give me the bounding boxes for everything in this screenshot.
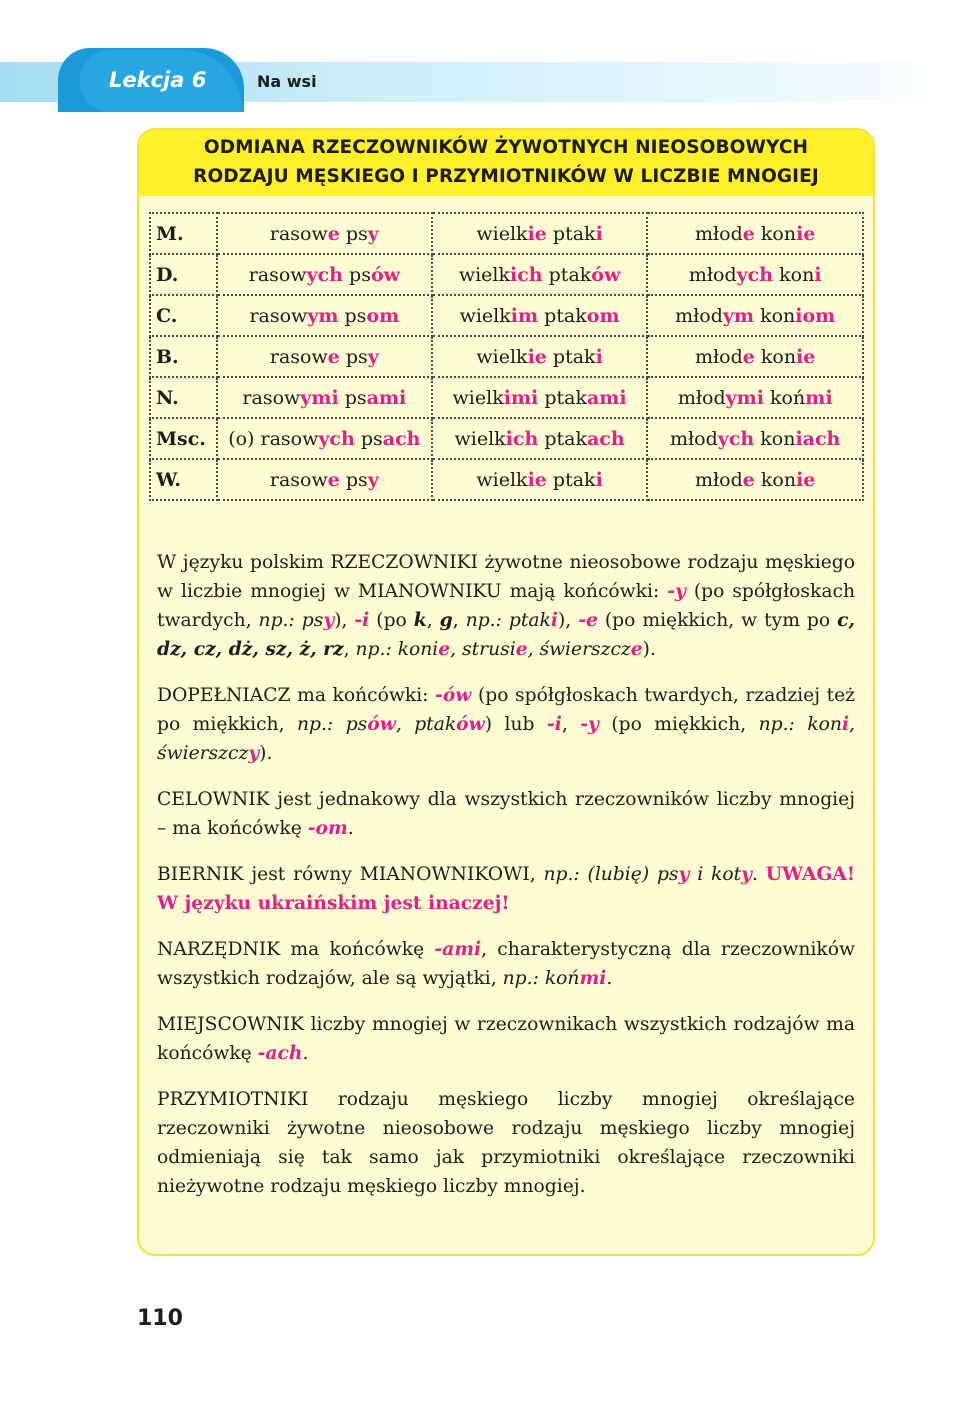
declension-cell xyxy=(432,213,648,254)
text-run: , charakterystyczną dla rzeczowników wszystkich rodzajów, ale są wyjątki, xyxy=(157,939,855,989)
declension-cell xyxy=(432,377,648,418)
text-run: wielk xyxy=(476,345,528,368)
page-number: 110 xyxy=(137,1306,183,1331)
text-run: , świerszcz xyxy=(527,639,631,660)
text-run: , xyxy=(426,610,440,631)
paragraph xyxy=(157,860,855,918)
case-label: N. xyxy=(150,377,217,418)
text-run: , xyxy=(343,639,356,660)
text-run: ptak xyxy=(546,222,596,245)
declension-cell xyxy=(432,459,648,500)
declension-cell xyxy=(217,295,432,336)
ending-highlight: ymi xyxy=(300,386,339,409)
box-title-line-1: ODMIANA RZECZOWNIKÓW ŻYWOTNYCH NIEOSOBOWYCH xyxy=(203,137,809,158)
ending-highlight: e xyxy=(742,222,755,245)
declension-cell xyxy=(432,295,648,336)
text-run: rasow xyxy=(269,345,328,368)
text-run: rasow xyxy=(249,304,308,327)
text-run: . xyxy=(751,864,766,885)
paragraph xyxy=(157,548,855,664)
ending-highlight: ich xyxy=(510,263,543,286)
ending-highlight: ie xyxy=(796,468,816,491)
text-run: młod xyxy=(694,468,743,491)
text-run: ps xyxy=(339,345,368,368)
ending-highlight: i xyxy=(595,222,603,245)
text-run: kon xyxy=(754,222,797,245)
ending-highlight: om xyxy=(366,304,400,327)
ending-highlight: ów xyxy=(591,263,621,286)
text-run: ps xyxy=(343,263,371,286)
case-label: C. xyxy=(150,295,217,336)
ending-highlight: ach xyxy=(586,427,625,450)
text-run: np.: ps xyxy=(258,610,324,631)
text-run: kon xyxy=(754,304,796,327)
text-run: ptak xyxy=(538,427,587,450)
text-run: ). xyxy=(642,639,656,660)
declension-cell xyxy=(217,213,432,254)
ending-highlight: ych xyxy=(717,427,755,450)
text-run: c, dz, cz, dż, sz, ż, rz xyxy=(157,609,856,660)
ending-highlight: mi xyxy=(805,386,833,409)
ending-highlight: e xyxy=(327,222,340,245)
table-row xyxy=(150,295,863,336)
case-label: M. xyxy=(150,213,217,254)
text-run: , xyxy=(561,714,581,735)
ending-highlight: ie xyxy=(796,345,816,368)
text-run: koń xyxy=(763,386,806,409)
text-run: wielk xyxy=(476,222,528,245)
table-row xyxy=(150,336,863,377)
lesson-label: Lekcja 6 xyxy=(109,68,207,92)
text-run: , xyxy=(452,610,466,631)
declension-cell xyxy=(432,418,648,459)
text-run: kon xyxy=(754,468,797,491)
ending-highlight: ie xyxy=(527,345,547,368)
text-run: ptak xyxy=(542,263,592,286)
text-run: młod xyxy=(675,304,723,327)
text-run: rasow xyxy=(269,468,328,491)
paragraph xyxy=(157,785,855,843)
ending-highlight: ym xyxy=(722,304,755,327)
ending-highlight: ich xyxy=(505,427,539,450)
text-run: kon xyxy=(754,427,796,450)
lesson-title: Na wsi xyxy=(257,72,317,91)
text-run: ps xyxy=(338,386,367,409)
text-run: , świerszcz xyxy=(157,714,855,764)
text-run: i kot xyxy=(689,864,742,885)
text-run: rasow xyxy=(248,263,307,286)
declension-cell xyxy=(647,377,863,418)
ending-highlight: -e xyxy=(578,609,598,631)
ending-highlight: imi xyxy=(503,386,539,409)
declension-cell xyxy=(647,295,863,336)
ending-highlight: -y xyxy=(667,580,686,602)
declension-cell xyxy=(647,213,863,254)
text-run: CELOWNIK jest jednakowy dla wszystkich rzeczowników liczby mnogiej – ma końcówkę xyxy=(157,789,855,839)
text-run: np.: kon xyxy=(758,714,842,735)
text-run: kon xyxy=(754,345,797,368)
ending-highlight: ie xyxy=(796,222,816,245)
grammar-box-header xyxy=(139,130,873,196)
ending-highlight: ych xyxy=(736,263,774,286)
text-run: np.: ptak xyxy=(465,610,551,631)
ending-highlight: ach xyxy=(382,427,421,450)
text-run: młod xyxy=(694,222,743,245)
ending-highlight: i xyxy=(595,345,603,368)
ending-highlight: ie xyxy=(527,222,547,245)
ending-highlight: -om xyxy=(307,817,348,839)
ending-highlight: -ów xyxy=(435,684,472,706)
declension-cell xyxy=(217,336,432,377)
declension-cell xyxy=(647,336,863,377)
text-run: ptak xyxy=(546,468,596,491)
text-run: np.: koń xyxy=(502,968,580,989)
text-run: np.: ps xyxy=(296,714,368,735)
ending-highlight: y xyxy=(248,742,260,764)
ending-highlight: i xyxy=(595,468,603,491)
ending-highlight: om xyxy=(586,304,620,327)
text-run: ptak xyxy=(538,386,587,409)
text-run: MIEJSCOWNIK liczby mnogiej w rzeczownikach wszystkich rodzajów ma końcówkę xyxy=(157,1014,855,1064)
declension-table xyxy=(149,212,864,501)
ending-highlight: ów xyxy=(456,713,485,735)
table-row xyxy=(150,213,863,254)
text-run: młod xyxy=(677,386,726,409)
text-run: np.: (lubię) ps xyxy=(543,864,679,885)
text-run: kon xyxy=(773,263,815,286)
text-run: rasow xyxy=(269,222,328,245)
table-row xyxy=(150,377,863,418)
table-row xyxy=(150,459,863,500)
paragraph xyxy=(157,1010,855,1068)
text-run: rasow xyxy=(242,386,301,409)
text-run: . xyxy=(302,1043,309,1064)
case-label: Msc. xyxy=(150,418,217,459)
text-run: . xyxy=(606,968,613,989)
ending-highlight: e xyxy=(327,468,340,491)
declension-cell xyxy=(217,377,432,418)
ending-highlight: im xyxy=(510,304,539,327)
text-run: ), xyxy=(334,610,355,631)
ending-highlight: -ach xyxy=(257,1042,303,1064)
ending-highlight: iom xyxy=(795,304,836,327)
text-run: wielk xyxy=(454,427,506,450)
case-label: D. xyxy=(150,254,217,295)
ending-highlight: i xyxy=(550,609,558,631)
table-row xyxy=(150,254,863,295)
text-run: , strusi xyxy=(450,639,516,660)
ending-highlight: -ami xyxy=(434,938,482,960)
text-run: ptak xyxy=(538,304,587,327)
text-run: ps xyxy=(339,468,368,491)
text-run: wielk xyxy=(476,468,528,491)
ending-highlight: ych xyxy=(318,427,355,450)
text-run: młod xyxy=(670,427,718,450)
ending-highlight: e xyxy=(515,638,528,660)
ending-highlight: y xyxy=(323,609,335,631)
table-row xyxy=(150,418,863,459)
text-run: ps xyxy=(339,222,368,245)
text-run: PRZYMIOTNIKI rodzaju męskiego liczby mnogiej określające rzeczowniki żywotne nieosobowe rodzaju męskiego liczby mnogiej odmieniają się tak samo jak przymiotniki określające rzeczowniki nieżywotne rodzaju męskiego liczby mnogiej. xyxy=(157,1089,855,1197)
ending-highlight: y xyxy=(741,863,752,885)
ending-highlight: ów xyxy=(367,713,396,735)
text-run: k xyxy=(413,609,427,631)
text-run: wielk xyxy=(459,304,511,327)
ending-highlight: ym xyxy=(307,304,339,327)
text-run: wielk xyxy=(458,263,510,286)
ending-highlight: y xyxy=(367,222,379,245)
ending-highlight: i xyxy=(814,263,822,286)
declension-cell xyxy=(217,459,432,500)
ending-highlight: ami xyxy=(366,386,407,409)
text-run: ), xyxy=(557,610,579,631)
ending-highlight: iach xyxy=(795,427,841,450)
ending-highlight: i xyxy=(841,713,850,735)
ending-highlight: mi xyxy=(579,967,607,989)
case-label: W. xyxy=(150,459,217,500)
text-run: W języku polskim RZECZOWNIKI żywotne nieosobowe rodzaju męskiego w liczbie mnogiej w MIANOWNIKU mają końcówki: xyxy=(157,552,855,602)
text-run: (po spółgłoskach twardych, xyxy=(157,581,855,631)
ending-highlight: ie xyxy=(527,468,547,491)
ending-highlight: ów xyxy=(370,263,400,286)
ending-highlight: y xyxy=(678,863,690,885)
declension-cell xyxy=(432,336,648,377)
case-label: B. xyxy=(150,336,217,377)
text-run: g xyxy=(439,609,453,631)
text-run: . xyxy=(347,818,354,839)
text-run: ps xyxy=(338,304,367,327)
ending-highlight: -i xyxy=(354,609,370,631)
text-run: wielk xyxy=(452,386,504,409)
declension-cell xyxy=(647,254,863,295)
ending-highlight: y xyxy=(367,345,379,368)
declension-cell xyxy=(217,418,432,459)
declension-cell xyxy=(432,254,648,295)
text-run: (po miękkich, w tym po xyxy=(597,610,838,631)
ending-highlight: e xyxy=(742,468,755,491)
ending-highlight: ami xyxy=(586,386,627,409)
ending-highlight: e xyxy=(327,345,340,368)
text-run: młod xyxy=(694,345,743,368)
declension-cell xyxy=(647,418,863,459)
text-run: (po spółgłoskach twardych, rzadziej też po miękkich, xyxy=(157,685,855,735)
text-run: ptak xyxy=(546,345,596,368)
text-run: np.: koni xyxy=(355,639,439,660)
explanation-text xyxy=(157,548,855,1218)
ending-highlight: ych xyxy=(306,263,343,286)
text-run: młod xyxy=(688,263,737,286)
text-run: , ptak xyxy=(395,714,457,735)
ending-highlight: -y xyxy=(580,713,599,735)
ending-highlight: UWAGA! W języku ukraińskim jest inaczej! xyxy=(157,863,855,914)
paragraph xyxy=(157,1085,855,1201)
ending-highlight: -i xyxy=(546,713,562,735)
text-run: ps xyxy=(354,427,383,450)
ending-highlight: e xyxy=(742,345,755,368)
paragraph xyxy=(157,935,855,993)
text-run: ). xyxy=(259,743,273,764)
ending-highlight: e xyxy=(438,638,451,660)
ending-highlight: y xyxy=(367,468,379,491)
box-title-line-2: RODZAJU MĘSKIEGO I PRZYMIOTNIKÓW W LICZBIE MNOGIEJ xyxy=(193,166,819,187)
text-run: (po xyxy=(369,610,414,631)
ending-highlight: ymi xyxy=(725,386,764,409)
text-run: (po miękkich, xyxy=(598,714,759,735)
paragraph xyxy=(157,681,855,768)
declension-cell xyxy=(647,459,863,500)
declension-cell xyxy=(217,254,432,295)
text-run: ) lub xyxy=(484,714,547,735)
text-run: BIERNIK jest równy MIANOWNIKOWI, xyxy=(157,864,544,885)
text-run: NARZĘDNIK ma końcówkę xyxy=(157,939,435,960)
text-run: DOPEŁNIACZ ma końcówki: xyxy=(157,685,436,706)
ending-highlight: e xyxy=(630,638,643,660)
text-run: (o) rasow xyxy=(228,427,319,450)
